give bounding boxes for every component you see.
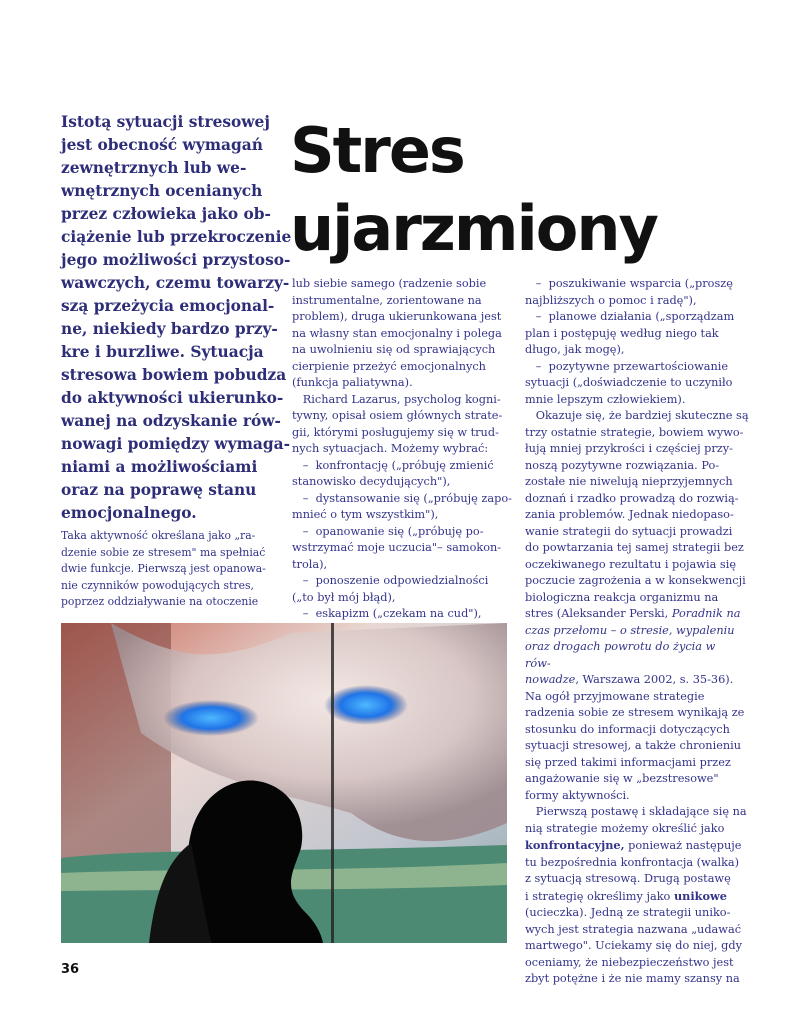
body-line: z sytuacją stresową. Drugą postawę <box>525 872 731 885</box>
body-line: lub siebie samego (radzenie sobie <box>292 277 487 290</box>
body-column-right <box>525 276 749 988</box>
body-line: cierpienie przeżyć emocjonalnych <box>292 359 486 373</box>
lead-line: do aktywności ukierunko- <box>61 389 284 407</box>
book-title-italic: nowadze <box>525 673 576 686</box>
body-line: gii, którymi posługujemy się w trud- <box>292 425 499 439</box>
article-photo <box>61 623 507 943</box>
body-line: plan i postępuję według niego tak <box>525 326 719 340</box>
body-line: najbliższych o pomoc i radę"), <box>525 293 697 307</box>
body-line: mnieć o tym wszystkim"), <box>292 508 439 521</box>
body-line: sytuacji („doświadczenie to uczyniło <box>525 376 733 389</box>
lead-line: emocjonalnego. <box>61 504 197 522</box>
body-line: nie czynników powodujących stres, <box>61 578 254 592</box>
body-line: formy aktywności. <box>525 788 630 802</box>
lead-line: Istotą sytuacji stresowej <box>61 113 270 131</box>
body-line: – eskapizm („czekam na cud"), <box>292 607 482 620</box>
lead-line: wanej na odzyskanie rów- <box>61 412 281 430</box>
body-line: (ucieczka). Jedną ze strategii uniko- <box>525 906 731 919</box>
body-line <box>525 606 740 623</box>
body-line: nią strategie możemy określić jako <box>525 821 725 835</box>
body-line: trola), <box>292 557 328 571</box>
body-line: noszą pozytywne rozwiązania. Po- <box>525 458 720 472</box>
lead-line: ne, niekiedy bardzo przy- <box>61 320 278 338</box>
body-line: łują mniej przykrości i częściej przy- <box>525 442 733 455</box>
body-line: tywny, opisał osiem głównych strate- <box>292 409 503 422</box>
lead-line: kre i burzliwe. Sytuacja <box>61 343 264 361</box>
body-text: i strategię określimy jako <box>525 889 674 903</box>
body-line: – dystansowanie się („próbuję zapo- <box>292 491 512 505</box>
body-text: ponieważ następuje <box>624 839 742 852</box>
body-line: (funkcja paliatywna). <box>292 376 413 389</box>
citation-text: , Warszawa 2002, s. 35-36). <box>575 673 734 686</box>
body-line: Pierwszą postawę i składające się na <box>525 805 747 818</box>
body-line: problem), druga ukierunkowana jest <box>292 310 502 323</box>
body-line: Na ogół przyjmowane strategie <box>525 689 705 703</box>
body-line: – opanowanie się („próbuję po- <box>292 524 484 538</box>
term-unikowe: unikowe <box>673 888 727 903</box>
body-line: („to był mój błąd), <box>292 590 396 604</box>
body-line: zania problemów. Jednak niedopaso- <box>525 508 734 521</box>
title-line: ujarzmiony <box>290 192 657 265</box>
body-line: Richard Lazarus, psycholog kogni- <box>292 392 501 406</box>
body-line: instrumentalne, zorientowane na <box>292 293 482 307</box>
body-line: wych jest strategia nazwana „udawać <box>525 922 742 936</box>
body-line: – poszukiwanie wsparcia („proszę <box>525 277 733 290</box>
body-line: dzenie sobie ze stresem" ma spełniać <box>61 545 266 559</box>
body-line: – konfrontację („próbuję zmienić <box>292 458 494 472</box>
body-line: martwego". Uciekamy się do niej, gdy <box>525 939 742 952</box>
lead-line: szą przeżycia emocjonal- <box>61 297 275 315</box>
lead-line: wnętrznych ocenianych <box>61 182 263 200</box>
body-line: biologiczna reakcja organizmu na <box>525 590 719 604</box>
body-line: – planowe działania („sporządzam <box>525 310 735 323</box>
lead-line: oraz na poprawę stanu <box>61 481 257 499</box>
body-line: Okazuje się, że bardziej skuteczne są <box>525 409 749 422</box>
citation-text: stres (Aleksander Perski, <box>525 607 672 620</box>
body-line: nych sytuacjach. Możemy wybrać: <box>292 442 489 455</box>
body-line: – pozytywne przewartościowanie <box>525 359 729 373</box>
body-line: poczucie zagrożenia a w konsekwencji <box>525 574 746 587</box>
body-line: zbyt potężne i że nie mamy szansy na <box>525 972 740 985</box>
body-line: oczekiwanego rezultatu i pojawia się <box>525 557 737 571</box>
body-line: oceniamy, że niebezpieczeństwo jest <box>525 955 734 969</box>
lead-paragraph <box>61 111 292 525</box>
body-line: – ponoszenie odpowiedzialności <box>292 574 489 587</box>
lead-line: stresowa bowiem pobudza <box>61 366 287 384</box>
lead-line: jego możliwości przystoso- <box>61 251 291 269</box>
body-line: trzy ostatnie strategie, bowiem wywo- <box>525 425 744 439</box>
lead-line: jest obecność wymagań <box>61 136 263 154</box>
book-title-italic: Poradnik na <box>671 607 741 620</box>
book-title-italic: czas przełomu – o stresie, wypaleniu <box>525 623 735 637</box>
lead-line: wawczych, czemu towarzy- <box>61 274 290 292</box>
body-line: sytuacji stresowej, a także chronieniu <box>525 739 742 752</box>
body-line: na własny stan emocjonalny i polega <box>292 326 502 340</box>
lead-line: niami a możliwościami <box>61 458 258 476</box>
body-line <box>525 672 740 689</box>
body-line: zostałe nie niwelują nieprzyjemnych <box>525 475 733 488</box>
body-column-middle <box>292 276 512 623</box>
body-line: tu bezpośrednia konfrontacja (walka) <box>525 855 740 869</box>
body-line: wstrzymać moje uczucia"– samokon- <box>292 541 502 554</box>
body-line: stosunku do informacji dotyczących <box>525 722 730 736</box>
body-line: długo, jak mogę), <box>525 343 625 356</box>
term-konfrontacyjne: konfrontacyjne, <box>525 838 625 852</box>
book-title-italic: oraz drogach powrotu do życia w rów- <box>525 640 716 670</box>
body-line: na uwolnieniu się od sprawiających <box>292 343 496 356</box>
body-line: wanie strategii do sytuacji prowadzi <box>525 524 733 538</box>
article-title <box>290 112 657 268</box>
body-line: angażowanie się w „bezstresowe" <box>525 772 719 785</box>
body-column-left <box>61 528 271 611</box>
lead-line: zewnętrznych lub we- <box>61 159 247 177</box>
body-line: mnie lepszym człowiekiem). <box>525 392 686 406</box>
body-line: doznań i rzadko prowadzą do rozwią- <box>525 491 739 505</box>
lead-line: przez człowieka jako ob- <box>61 205 271 223</box>
title-line: Stres <box>290 114 464 187</box>
body-line: poprzez oddziaływanie na otoczenie <box>61 595 259 608</box>
body-line: się przed takimi informacjami przez <box>525 755 731 769</box>
page-number: 36 <box>61 962 80 977</box>
body-line <box>525 888 740 906</box>
body-line: Taka aktywność określana jako „ra- <box>61 529 256 542</box>
body-line: radzenia sobie ze stresem wynikają ze <box>525 706 745 719</box>
lead-line: nowagi pomiędzy wymaga- <box>61 435 290 453</box>
body-line <box>525 837 740 855</box>
body-line: dwie funkcje. Pierwszą jest opanowa- <box>61 562 266 575</box>
body-line: stanowisko decydujących"), <box>292 475 451 488</box>
lead-line: ciążenie lub przekroczenie <box>61 228 292 246</box>
body-line: do powtarzania tej samej strategii bez <box>525 541 744 554</box>
